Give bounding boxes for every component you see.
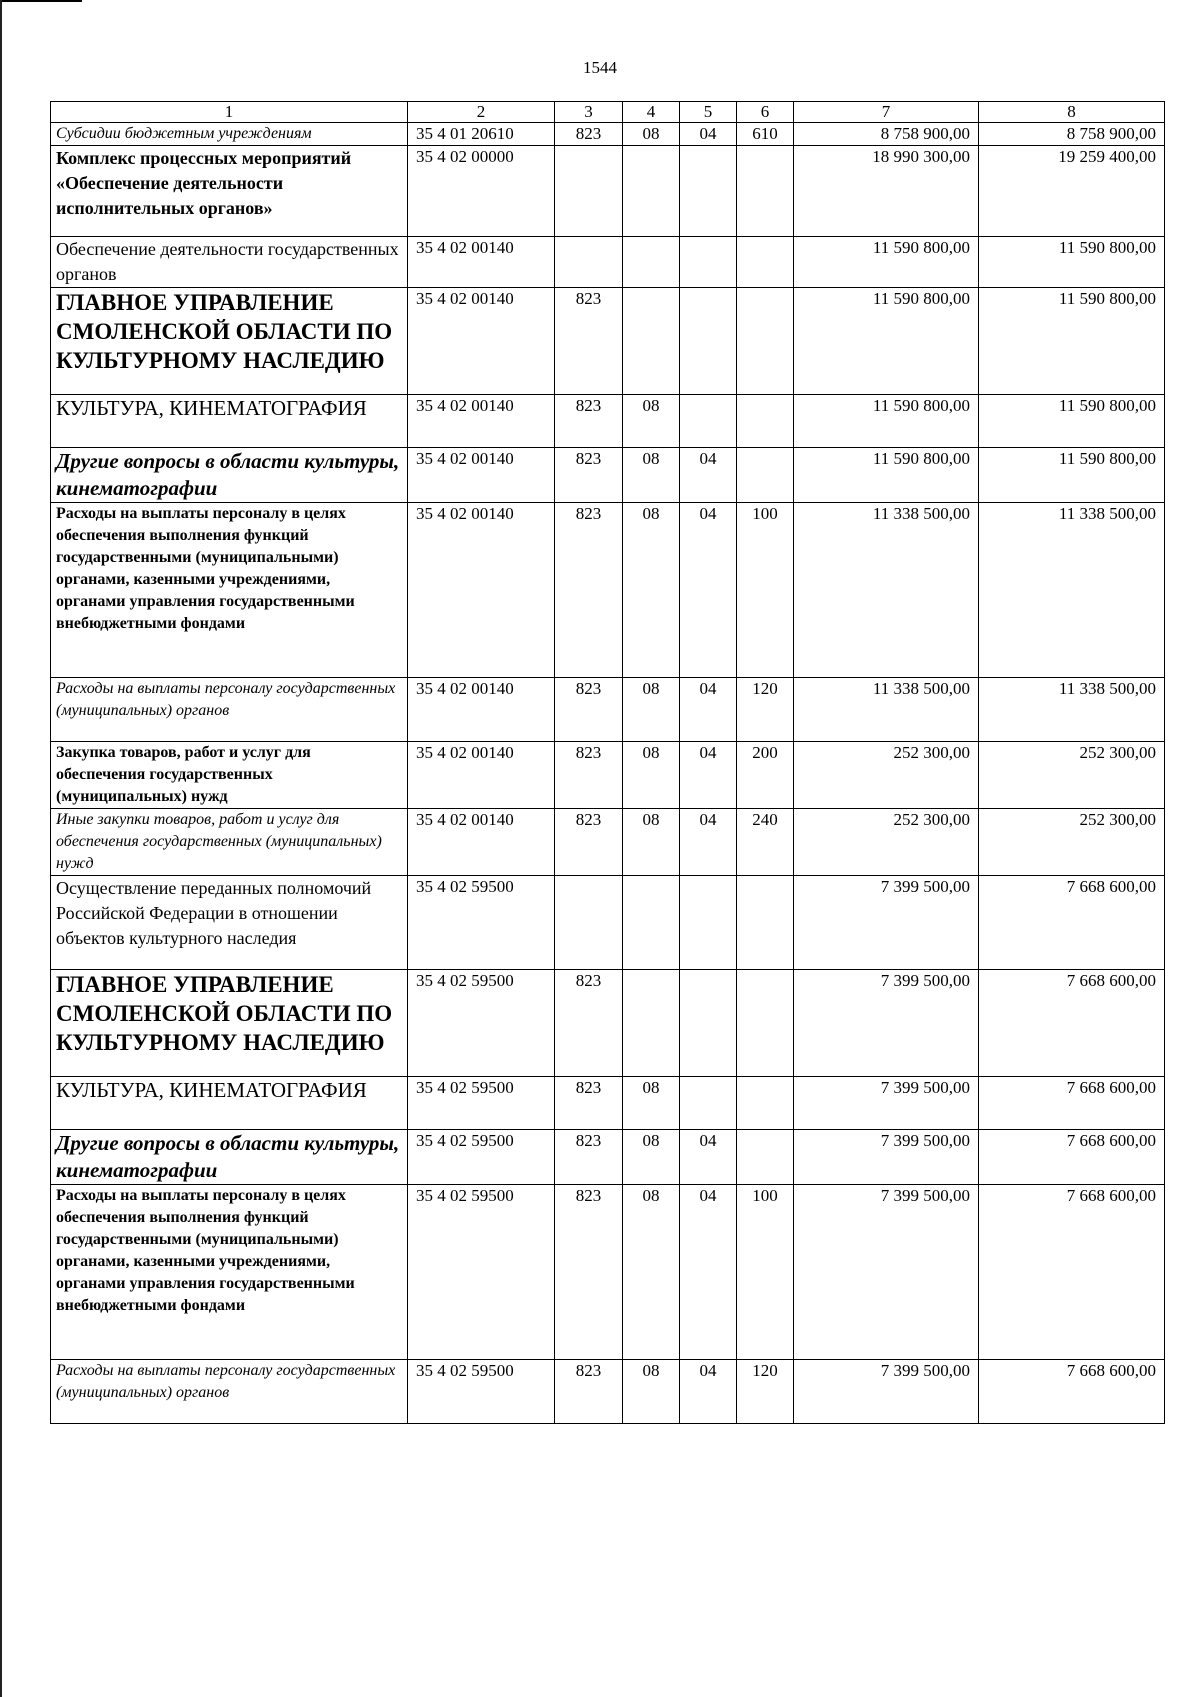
subsection-cell [680, 876, 737, 970]
expense-type-cell [737, 970, 794, 1077]
section-cell: 08 [623, 1130, 680, 1185]
header-col-1: 1 [51, 102, 408, 123]
section-cell [623, 237, 680, 288]
table-row [51, 395, 1165, 448]
row-name-cell [51, 1130, 408, 1185]
sum-year-2-cell: 11 338 500,00 [979, 678, 1165, 742]
row-name-cell [51, 237, 408, 288]
sum-year-2-cell: 11 590 800,00 [979, 288, 1165, 395]
sum-year-1-cell: 18 990 300,00 [794, 146, 979, 237]
target-article-cell: 35 4 01 20610 [408, 123, 555, 146]
expense-type-cell [737, 1077, 794, 1130]
section-cell: 08 [623, 123, 680, 146]
row-name-text: Осуществление переданных полномочий Российской Федерации в отношении объектов культурного наследия [56, 878, 372, 948]
row-name-text: Другие вопросы в области культуры, кинематографии [56, 449, 400, 500]
section-cell: 08 [623, 1360, 680, 1424]
grbs-cell: 823 [555, 448, 623, 503]
grbs-cell [555, 237, 623, 288]
table-row [51, 742, 1165, 809]
sum-year-1-cell: 11 590 800,00 [794, 395, 979, 448]
sum-year-1-cell: 7 399 500,00 [794, 1185, 979, 1360]
row-name-text: ГЛАВНОЕ УПРАВЛЕНИЕ СМОЛЕНСКОЙ ОБЛАСТИ ПО КУЛЬТУРНОМУ НАСЛЕДИЮ [56, 972, 393, 1055]
grbs-cell: 823 [555, 1130, 623, 1185]
target-article-cell: 35 4 02 00000 [408, 146, 555, 237]
target-article-cell: 35 4 02 00140 [408, 678, 555, 742]
subsection-cell [680, 395, 737, 448]
row-name-text: КУЛЬТУРА, КИНЕМАТОГРАФИЯ [56, 396, 367, 420]
expense-type-cell [737, 1130, 794, 1185]
row-name-cell [51, 809, 408, 876]
table-row [51, 809, 1165, 876]
scan-edge-left [0, 0, 2, 1697]
section-cell [623, 970, 680, 1077]
grbs-cell: 823 [555, 123, 623, 146]
grbs-cell [555, 876, 623, 970]
sum-year-1-cell: 11 590 800,00 [794, 288, 979, 395]
row-name-cell [51, 395, 408, 448]
table-row [51, 448, 1165, 503]
grbs-cell [555, 146, 623, 237]
expense-type-cell: 120 [737, 678, 794, 742]
subsection-cell: 04 [680, 809, 737, 876]
table-row [51, 1077, 1165, 1130]
expense-type-cell [737, 448, 794, 503]
target-article-cell: 35 4 02 00140 [408, 503, 555, 678]
table-row [51, 876, 1165, 970]
expense-type-cell [737, 876, 794, 970]
grbs-cell: 823 [555, 1185, 623, 1360]
sum-year-1-cell: 7 399 500,00 [794, 1077, 979, 1130]
grbs-cell: 823 [555, 1360, 623, 1424]
row-name-cell [51, 288, 408, 395]
sum-year-2-cell: 7 668 600,00 [979, 1130, 1165, 1185]
sum-year-2-cell: 7 668 600,00 [979, 876, 1165, 970]
sum-year-2-cell: 252 300,00 [979, 809, 1165, 876]
grbs-cell: 823 [555, 809, 623, 876]
sum-year-2-cell: 7 668 600,00 [979, 1077, 1165, 1130]
subsection-cell: 04 [680, 742, 737, 809]
table-row [51, 1185, 1165, 1360]
row-name-text: Другие вопросы в области культуры, кинематографии [56, 1131, 400, 1182]
sum-year-2-cell: 19 259 400,00 [979, 146, 1165, 237]
row-name-cell [51, 678, 408, 742]
target-article-cell: 35 4 02 59500 [408, 1130, 555, 1185]
sum-year-1-cell: 252 300,00 [794, 809, 979, 876]
table-header-row [51, 102, 1165, 123]
subsection-cell: 04 [680, 1360, 737, 1424]
target-article-cell: 35 4 02 59500 [408, 1360, 555, 1424]
subsection-cell: 04 [680, 123, 737, 146]
expense-type-cell: 610 [737, 123, 794, 146]
subsection-cell: 04 [680, 448, 737, 503]
row-name-text: Закупка товаров, работ и услуг для обеспечения государственных (муниципальных) нужд [56, 744, 311, 805]
target-article-cell: 35 4 02 59500 [408, 876, 555, 970]
target-article-cell: 35 4 02 59500 [408, 970, 555, 1077]
target-article-cell: 35 4 02 00140 [408, 288, 555, 395]
sum-year-2-cell: 11 338 500,00 [979, 503, 1165, 678]
sum-year-2-cell: 11 590 800,00 [979, 237, 1165, 288]
section-cell: 08 [623, 1185, 680, 1360]
table-row [51, 503, 1165, 678]
sum-year-1-cell: 11 338 500,00 [794, 678, 979, 742]
sum-year-2-cell: 11 590 800,00 [979, 448, 1165, 503]
target-article-cell: 35 4 02 00140 [408, 742, 555, 809]
section-cell [623, 876, 680, 970]
row-name-cell [51, 448, 408, 503]
sum-year-2-cell: 7 668 600,00 [979, 1360, 1165, 1424]
budget-table [50, 101, 1165, 1424]
sum-year-1-cell: 11 590 800,00 [794, 237, 979, 288]
subsection-cell [680, 288, 737, 395]
row-name-text: КУЛЬТУРА, КИНЕМАТОГРАФИЯ [56, 1078, 367, 1102]
subsection-cell: 04 [680, 1130, 737, 1185]
grbs-cell: 823 [555, 288, 623, 395]
sum-year-1-cell: 11 338 500,00 [794, 503, 979, 678]
section-cell: 08 [623, 1077, 680, 1130]
expense-type-cell [737, 395, 794, 448]
header-col-5: 5 [680, 102, 737, 123]
header-col-2: 2 [408, 102, 555, 123]
row-name-text: Расходы на выплаты персоналу государственных (муниципальных) органов [56, 680, 396, 719]
grbs-cell: 823 [555, 1077, 623, 1130]
table-row [51, 970, 1165, 1077]
sum-year-1-cell: 7 399 500,00 [794, 876, 979, 970]
subsection-cell [680, 237, 737, 288]
target-article-cell: 35 4 02 59500 [408, 1185, 555, 1360]
section-cell [623, 146, 680, 237]
row-name-cell [51, 146, 408, 237]
row-name-text: Иные закупки товаров, работ и услуг для обеспечения государственных (муниципальных) нужд [56, 811, 382, 872]
sum-year-1-cell: 7 399 500,00 [794, 1130, 979, 1185]
sum-year-1-cell: 7 399 500,00 [794, 970, 979, 1077]
expense-type-cell [737, 237, 794, 288]
expense-type-cell: 120 [737, 1360, 794, 1424]
expense-type-cell [737, 288, 794, 395]
table-body [51, 102, 1165, 1424]
row-name-text: Субсидии бюджетным учреждениям [56, 125, 312, 142]
table-row [51, 146, 1165, 237]
header-col-3: 3 [555, 102, 623, 123]
row-name-cell [51, 503, 408, 678]
header-col-6: 6 [737, 102, 794, 123]
subsection-cell [680, 1077, 737, 1130]
subsection-cell: 04 [680, 503, 737, 678]
row-name-cell [51, 876, 408, 970]
section-cell: 08 [623, 678, 680, 742]
sum-year-1-cell: 252 300,00 [794, 742, 979, 809]
row-name-cell [51, 742, 408, 809]
target-article-cell: 35 4 02 00140 [408, 809, 555, 876]
target-article-cell: 35 4 02 00140 [408, 395, 555, 448]
row-name-cell [51, 1185, 408, 1360]
grbs-cell: 823 [555, 970, 623, 1077]
grbs-cell: 823 [555, 678, 623, 742]
table-row [51, 1360, 1165, 1424]
row-name-text: Обеспечение деятельности государственных органов [56, 239, 399, 284]
row-name-text: Расходы на выплаты персоналу в целях обеспечения выполнения функций государственными (муниципальными) органами, казенными учреждениями, органами управления государственными внебюджетными фондами [56, 1187, 355, 1314]
table-row [51, 1130, 1165, 1185]
section-cell: 08 [623, 448, 680, 503]
sum-year-1-cell: 8 758 900,00 [794, 123, 979, 146]
sum-year-2-cell: 7 668 600,00 [979, 1185, 1165, 1360]
row-name-cell [51, 123, 408, 146]
scan-edge-top [0, 0, 82, 2]
expense-type-cell: 200 [737, 742, 794, 809]
row-name-cell [51, 1360, 408, 1424]
grbs-cell: 823 [555, 395, 623, 448]
expense-type-cell: 100 [737, 503, 794, 678]
sum-year-1-cell: 7 399 500,00 [794, 1360, 979, 1424]
section-cell [623, 288, 680, 395]
subsection-cell [680, 970, 737, 1077]
grbs-cell: 823 [555, 503, 623, 678]
expense-type-cell [737, 146, 794, 237]
table-row [51, 288, 1165, 395]
section-cell: 08 [623, 742, 680, 809]
sum-year-2-cell: 7 668 600,00 [979, 970, 1165, 1077]
sum-year-2-cell: 8 758 900,00 [979, 123, 1165, 146]
expense-type-cell: 240 [737, 809, 794, 876]
row-name-text: Расходы на выплаты персоналу государственных (муниципальных) органов [56, 1362, 396, 1401]
subsection-cell: 04 [680, 1185, 737, 1360]
sum-year-2-cell: 11 590 800,00 [979, 395, 1165, 448]
row-name-cell [51, 970, 408, 1077]
target-article-cell: 35 4 02 00140 [408, 448, 555, 503]
section-cell: 08 [623, 809, 680, 876]
target-article-cell: 35 4 02 00140 [408, 237, 555, 288]
table-row [51, 237, 1165, 288]
grbs-cell: 823 [555, 742, 623, 809]
expense-type-cell: 100 [737, 1185, 794, 1360]
table-row [51, 123, 1165, 146]
table-row [51, 678, 1165, 742]
row-name-text: ГЛАВНОЕ УПРАВЛЕНИЕ СМОЛЕНСКОЙ ОБЛАСТИ ПО КУЛЬТУРНОМУ НАСЛЕДИЮ [56, 290, 393, 373]
row-name-text: Расходы на выплаты персоналу в целях обеспечения выполнения функций государственными (муниципальными) органами, казенными учреждениями, органами управления государственными внебюджетными фондами [56, 505, 355, 632]
sum-year-1-cell: 11 590 800,00 [794, 448, 979, 503]
row-name-text: Комплекс процессных мероприятий «Обеспечение деятельности исполнительных органов» [56, 148, 352, 218]
subsection-cell: 04 [680, 678, 737, 742]
row-name-cell [51, 1077, 408, 1130]
sum-year-2-cell: 252 300,00 [979, 742, 1165, 809]
target-article-cell: 35 4 02 59500 [408, 1077, 555, 1130]
subsection-cell [680, 146, 737, 237]
header-col-4: 4 [623, 102, 680, 123]
header-col-8: 8 [979, 102, 1165, 123]
section-cell: 08 [623, 395, 680, 448]
header-col-7: 7 [794, 102, 979, 123]
section-cell: 08 [623, 503, 680, 678]
page-number: 1544 [583, 58, 617, 77]
